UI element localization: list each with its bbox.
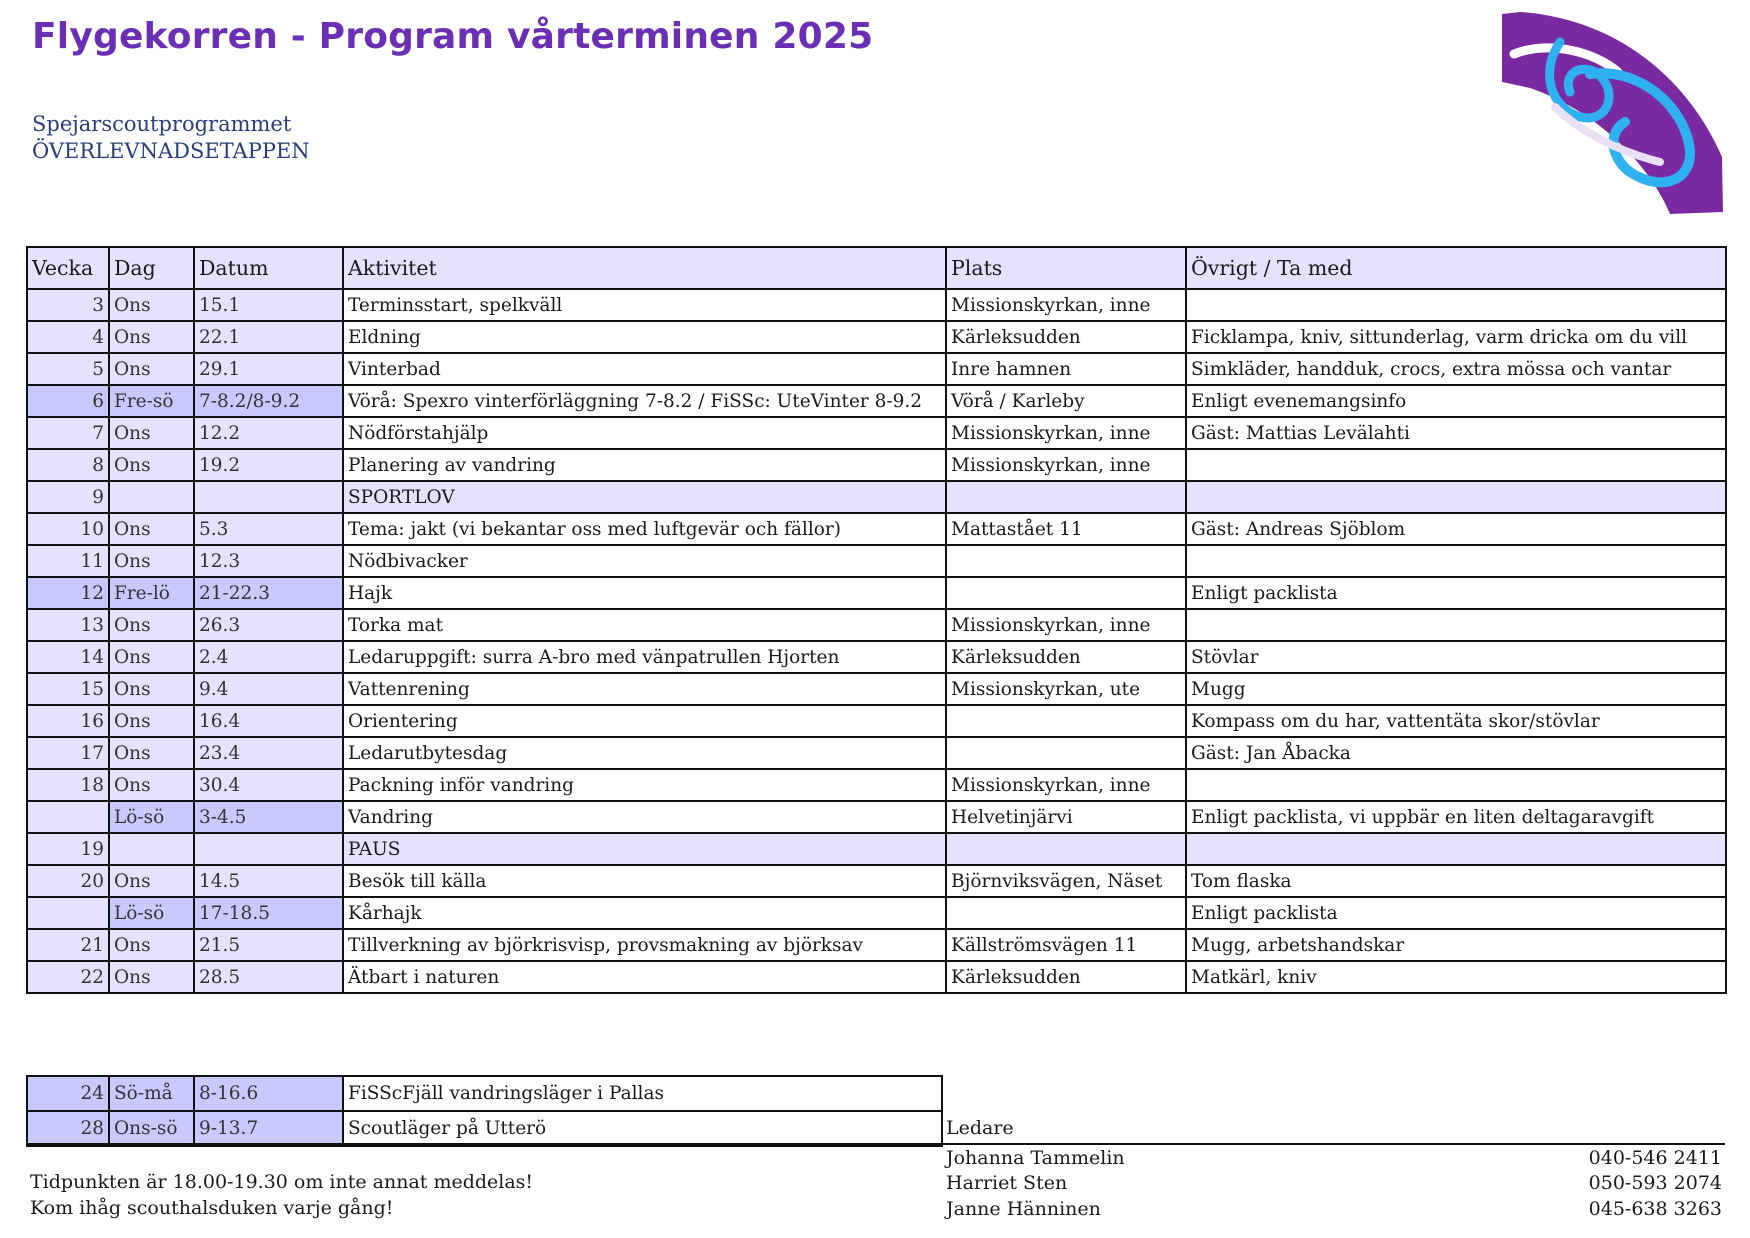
leader-phone: 045-638 3263	[1588, 1198, 1722, 1220]
activity-cell: Kårhajk	[343, 897, 946, 929]
activity-cell: Ledaruppgift: surra A-bro med vänpatrullen Hjorten	[343, 641, 946, 673]
week-cell	[27, 801, 109, 833]
day-cell: Ons	[109, 289, 194, 321]
week-cell: 10	[27, 513, 109, 545]
activity-cell: Besök till källa	[343, 865, 946, 897]
day-cell: Ons	[109, 961, 194, 993]
week-cell: 28	[27, 1111, 109, 1146]
place-cell: Missionskyrkan, ute	[946, 673, 1186, 705]
place-cell	[946, 705, 1186, 737]
day-cell: Ons	[109, 513, 194, 545]
activity-cell: Tema: jakt (vi bekantar oss med luftgevär och fällor)	[343, 513, 946, 545]
place-cell: Björnviksvägen, Näset	[946, 865, 1186, 897]
week-cell: 3	[27, 289, 109, 321]
day-cell: Ons	[109, 865, 194, 897]
note-cell	[1186, 289, 1726, 321]
page-title: Flygekorren - Program vårterminen 2025	[32, 16, 874, 57]
date-cell: 12.3	[194, 545, 343, 577]
date-cell: 17-18.5	[194, 897, 343, 929]
date-cell: 29.1	[194, 353, 343, 385]
note-cell	[1186, 481, 1726, 513]
place-cell: Vörå / Karleby	[946, 385, 1186, 417]
week-cell: 5	[27, 353, 109, 385]
place-cell: Missionskyrkan, inne	[946, 609, 1186, 641]
place-cell	[946, 545, 1186, 577]
program-name: Spejarscoutprogrammet	[32, 112, 292, 136]
date-cell: 2.4	[194, 641, 343, 673]
week-cell: 17	[27, 737, 109, 769]
note-cell	[1186, 769, 1726, 801]
day-cell: Ons	[109, 609, 194, 641]
date-cell: 9.4	[194, 673, 343, 705]
week-cell: 8	[27, 449, 109, 481]
table-row	[27, 289, 1726, 321]
activity-cell: Planering av vandring	[343, 449, 946, 481]
col-header-week: Vecka	[27, 247, 109, 289]
date-cell: 3-4.5	[194, 801, 343, 833]
activity-cell: Scoutläger på Utterö	[343, 1111, 942, 1146]
place-cell: Kärleksudden	[946, 641, 1186, 673]
leader-name: Janne Hänninen	[946, 1198, 1101, 1220]
place-cell: Missionskyrkan, inne	[946, 417, 1186, 449]
place-cell: Inre hamnen	[946, 353, 1186, 385]
col-header-activity: Aktivitet	[343, 247, 946, 289]
table-row	[27, 737, 1726, 769]
week-cell: 9	[27, 481, 109, 513]
date-cell: 7-8.2/8-9.2	[194, 385, 343, 417]
week-cell	[27, 897, 109, 929]
leader-phone: 050-593 2074	[1588, 1172, 1722, 1194]
table-row	[27, 705, 1726, 737]
week-cell: 21	[27, 929, 109, 961]
activity-cell: Vörå: Spexro vinterförläggning 7-8.2 / FiSSc: UteVinter 8-9.2	[343, 385, 946, 417]
col-header-notes: Övrigt / Ta med	[1186, 247, 1726, 289]
note-cell: Tom flaska	[1186, 865, 1726, 897]
table-row	[27, 417, 1726, 449]
date-cell: 5.3	[194, 513, 343, 545]
activity-cell: Torka mat	[343, 609, 946, 641]
activity-cell: SPORTLOV	[343, 481, 946, 513]
divider	[26, 1143, 1725, 1145]
day-cell	[109, 833, 194, 865]
note-cell: Enligt evenemangsinfo	[1186, 385, 1726, 417]
note-cell: Gäst: Andreas Sjöblom	[1186, 513, 1726, 545]
place-cell: Källströmsvägen 11	[946, 929, 1186, 961]
col-header-place: Plats	[946, 247, 1186, 289]
scarf-reminder: Kom ihåg scouthalsduken varje gång!	[30, 1197, 394, 1219]
table-row	[27, 1111, 942, 1146]
date-cell: 21-22.3	[194, 577, 343, 609]
table-row	[27, 769, 1726, 801]
date-cell: 16.4	[194, 705, 343, 737]
day-cell: Lö-sö	[109, 801, 194, 833]
table-row	[27, 961, 1726, 993]
table-row	[27, 385, 1726, 417]
week-cell: 20	[27, 865, 109, 897]
activity-cell: Eldning	[343, 321, 946, 353]
place-cell	[946, 897, 1186, 929]
week-cell: 15	[27, 673, 109, 705]
table-header-row	[27, 247, 1726, 289]
date-cell: 8-16.6	[194, 1076, 343, 1111]
place-cell	[946, 577, 1186, 609]
place-cell: Kärleksudden	[946, 321, 1186, 353]
table-row	[27, 577, 1726, 609]
week-cell: 4	[27, 321, 109, 353]
table-row	[27, 321, 1726, 353]
place-cell: Missionskyrkan, inne	[946, 449, 1186, 481]
note-cell: Matkärl, kniv	[1186, 961, 1726, 993]
note-cell	[1186, 609, 1726, 641]
day-cell: Ons	[109, 673, 194, 705]
date-cell: 12.2	[194, 417, 343, 449]
day-cell: Ons-sö	[109, 1111, 194, 1146]
place-cell	[946, 481, 1186, 513]
day-cell: Ons	[109, 321, 194, 353]
day-cell: Fre-lö	[109, 577, 194, 609]
date-cell	[194, 833, 343, 865]
day-cell: Ons	[109, 929, 194, 961]
date-cell: 9-13.7	[194, 1111, 343, 1146]
table-row	[27, 353, 1726, 385]
activity-cell: Orientering	[343, 705, 946, 737]
day-cell: Sö-må	[109, 1076, 194, 1111]
date-cell: 28.5	[194, 961, 343, 993]
date-cell: 22.1	[194, 321, 343, 353]
week-cell: 11	[27, 545, 109, 577]
place-cell	[946, 833, 1186, 865]
table-row	[27, 673, 1726, 705]
day-cell: Ons	[109, 769, 194, 801]
place-cell	[946, 737, 1186, 769]
table-row	[27, 609, 1726, 641]
day-cell: Ons	[109, 737, 194, 769]
date-cell: 19.2	[194, 449, 343, 481]
place-cell: Missionskyrkan, inne	[946, 289, 1186, 321]
activity-cell: Nödförstahjälp	[343, 417, 946, 449]
leader-name: Harriet Sten	[946, 1172, 1068, 1194]
day-cell: Ons	[109, 641, 194, 673]
col-header-date: Datum	[194, 247, 343, 289]
day-cell: Ons	[109, 545, 194, 577]
table-row	[27, 801, 1726, 833]
week-cell: 6	[27, 385, 109, 417]
activity-cell: Terminsstart, spelkväll	[343, 289, 946, 321]
note-cell: Ficklampa, kniv, sittunderlag, varm dricka om du vill	[1186, 321, 1726, 353]
note-cell: Stövlar	[1186, 641, 1726, 673]
day-cell: Ons	[109, 449, 194, 481]
table-row	[27, 545, 1726, 577]
note-cell: Enligt packlista	[1186, 897, 1726, 929]
time-note: Tidpunkten är 18.00-19.30 om inte annat meddelas!	[30, 1171, 534, 1193]
activity-cell: PAUS	[343, 833, 946, 865]
week-cell: 7	[27, 417, 109, 449]
day-cell: Ons	[109, 705, 194, 737]
day-cell: Fre-sö	[109, 385, 194, 417]
summer-events-table	[26, 1075, 943, 1147]
week-cell: 16	[27, 705, 109, 737]
note-cell: Kompass om du har, vattentäta skor/stövlar	[1186, 705, 1726, 737]
table-row	[27, 513, 1726, 545]
day-cell: Ons	[109, 353, 194, 385]
note-cell: Enligt packlista	[1186, 577, 1726, 609]
table-row	[27, 641, 1726, 673]
week-cell: 13	[27, 609, 109, 641]
col-header-day: Dag	[109, 247, 194, 289]
leaders-heading: Ledare	[946, 1117, 1014, 1139]
table-row	[27, 833, 1726, 865]
schedule-table	[26, 246, 1727, 994]
table-row	[27, 897, 1726, 929]
note-cell: Mugg, arbetshandskar	[1186, 929, 1726, 961]
activity-cell: Ätbart i naturen	[343, 961, 946, 993]
table-row	[27, 481, 1726, 513]
activity-cell: Ledarutbytesdag	[343, 737, 946, 769]
week-cell: 19	[27, 833, 109, 865]
note-cell	[1186, 545, 1726, 577]
table-row	[27, 929, 1726, 961]
note-cell: Simkläder, handduk, crocs, extra mössa och vantar	[1186, 353, 1726, 385]
week-cell: 24	[27, 1076, 109, 1111]
date-cell: 30.4	[194, 769, 343, 801]
week-cell: 18	[27, 769, 109, 801]
day-cell: Ons	[109, 417, 194, 449]
stage-name: ÖVERLEVNADSETAPPEN	[32, 139, 310, 163]
date-cell: 26.3	[194, 609, 343, 641]
date-cell: 14.5	[194, 865, 343, 897]
week-cell: 14	[27, 641, 109, 673]
knot-badge-icon	[1500, 12, 1725, 217]
week-cell: 12	[27, 577, 109, 609]
note-cell	[1186, 449, 1726, 481]
week-cell: 22	[27, 961, 109, 993]
day-cell: Lö-sö	[109, 897, 194, 929]
note-cell: Gäst: Mattias Levälahti	[1186, 417, 1726, 449]
activity-cell: Tillverkning av björkrisvisp, provsmakning av björksav	[343, 929, 946, 961]
place-cell: Helvetinjärvi	[946, 801, 1186, 833]
table-row	[27, 449, 1726, 481]
date-cell: 15.1	[194, 289, 343, 321]
activity-cell: Vinterbad	[343, 353, 946, 385]
table-row	[27, 1076, 942, 1111]
place-cell: Mattastået 11	[946, 513, 1186, 545]
activity-cell: Nödbivacker	[343, 545, 946, 577]
date-cell: 23.4	[194, 737, 343, 769]
date-cell: 21.5	[194, 929, 343, 961]
activity-cell: Hajk	[343, 577, 946, 609]
table-row	[27, 865, 1726, 897]
leader-name: Johanna Tammelin	[946, 1147, 1125, 1169]
activity-cell: FiSScFjäll vandringsläger i Pallas	[343, 1076, 942, 1111]
day-cell	[109, 481, 194, 513]
note-cell: Gäst: Jan Åbacka	[1186, 737, 1726, 769]
activity-cell: Vandring	[343, 801, 946, 833]
place-cell: Missionskyrkan, inne	[946, 769, 1186, 801]
activity-cell: Packning inför vandring	[343, 769, 946, 801]
place-cell: Kärleksudden	[946, 961, 1186, 993]
note-cell: Enligt packlista, vi uppbär en liten deltagaravgift	[1186, 801, 1726, 833]
date-cell	[194, 481, 343, 513]
note-cell: Mugg	[1186, 673, 1726, 705]
activity-cell: Vattenrening	[343, 673, 946, 705]
leader-phone: 040-546 2411	[1588, 1147, 1722, 1169]
note-cell	[1186, 833, 1726, 865]
